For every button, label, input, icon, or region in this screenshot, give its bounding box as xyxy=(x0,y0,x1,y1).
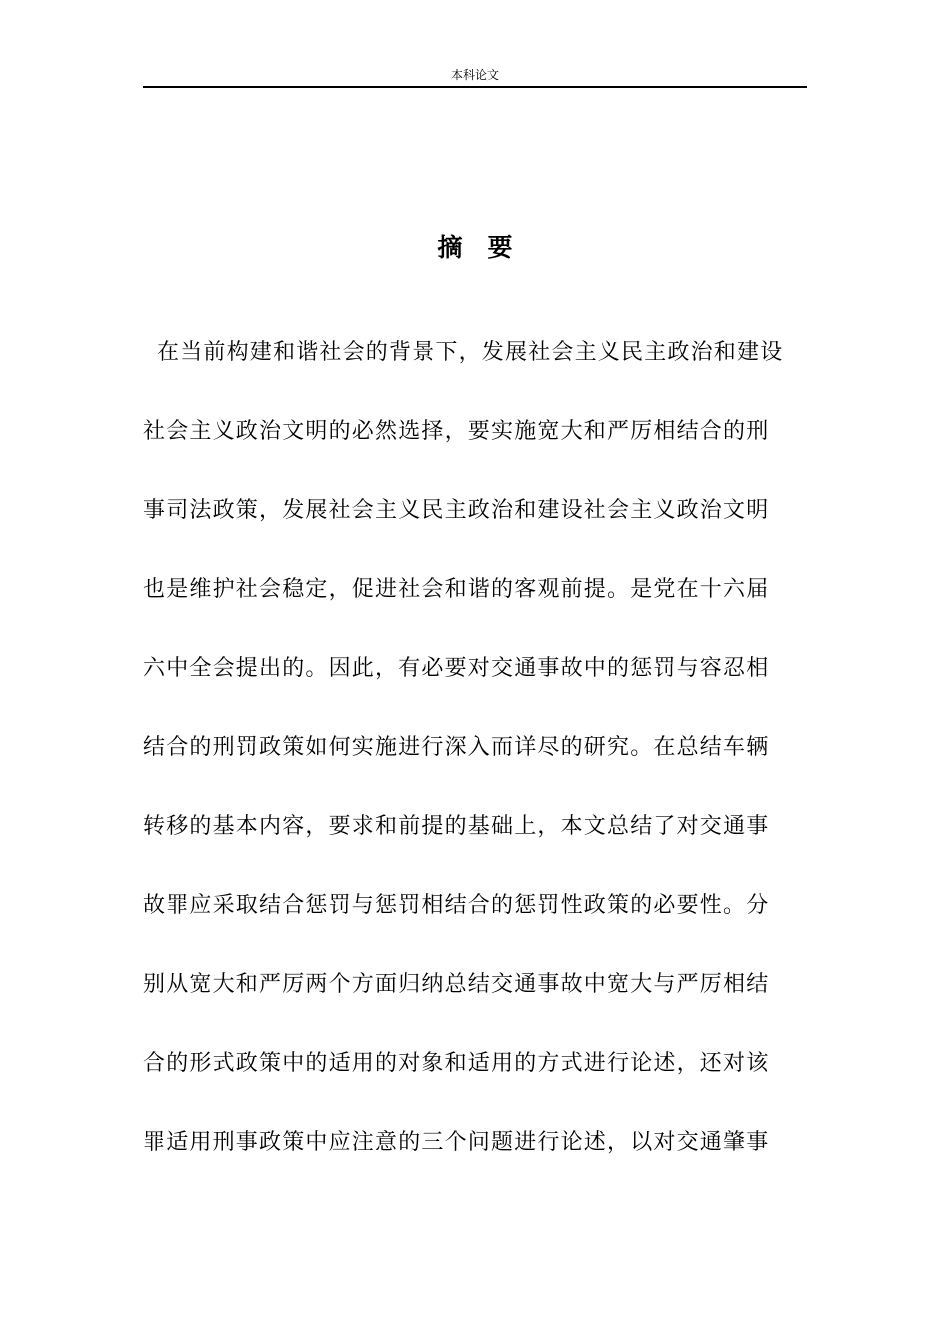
paragraph-line: 结合的刑罚政策如何实施进行深入而详尽的研究。在总结车辆 xyxy=(143,735,770,760)
header-text: 本科论文 xyxy=(450,68,499,82)
paragraph-line: 合的形式政策中的适用的对象和适用的方式进行论述，还对该 xyxy=(143,1051,770,1076)
abstract-title: 摘 要 xyxy=(437,233,513,262)
paragraph-line: 也是维护社会稳定，促进社会和谐的客观前提。是党在十六届 xyxy=(143,577,770,602)
page-header xyxy=(143,64,807,88)
paragraph-line: 在当前构建和谐社会的背景下，发展社会主义民主政治和建设 xyxy=(157,340,784,365)
paragraph-line: 罪适用刑事政策中应注意的三个问题进行论述，以对交通肇事 xyxy=(143,1130,770,1155)
paragraph-line: 社会主义政治文明的必然选择，要实施宽大和严厉相结合的刑 xyxy=(143,419,770,444)
paragraph-line: 故罪应采取结合惩罚与惩罚相结合的惩罚性政策的必要性。分 xyxy=(143,893,770,918)
paragraph-line: 六中全会提出的。因此，有必要对交通事故中的惩罚与容忍相 xyxy=(143,656,770,681)
abstract-body xyxy=(143,330,807,1199)
paragraph-line: 事司法政策，发展社会主义民主政治和建设社会主义政治文明 xyxy=(143,498,770,523)
paragraph-line: 别从宽大和严厉两个方面归纳总结交通事故中宽大与严厉相结 xyxy=(143,972,770,997)
paragraph-line: 转移的基本内容，要求和前提的基础上，本文总结了对交通事 xyxy=(143,814,770,839)
